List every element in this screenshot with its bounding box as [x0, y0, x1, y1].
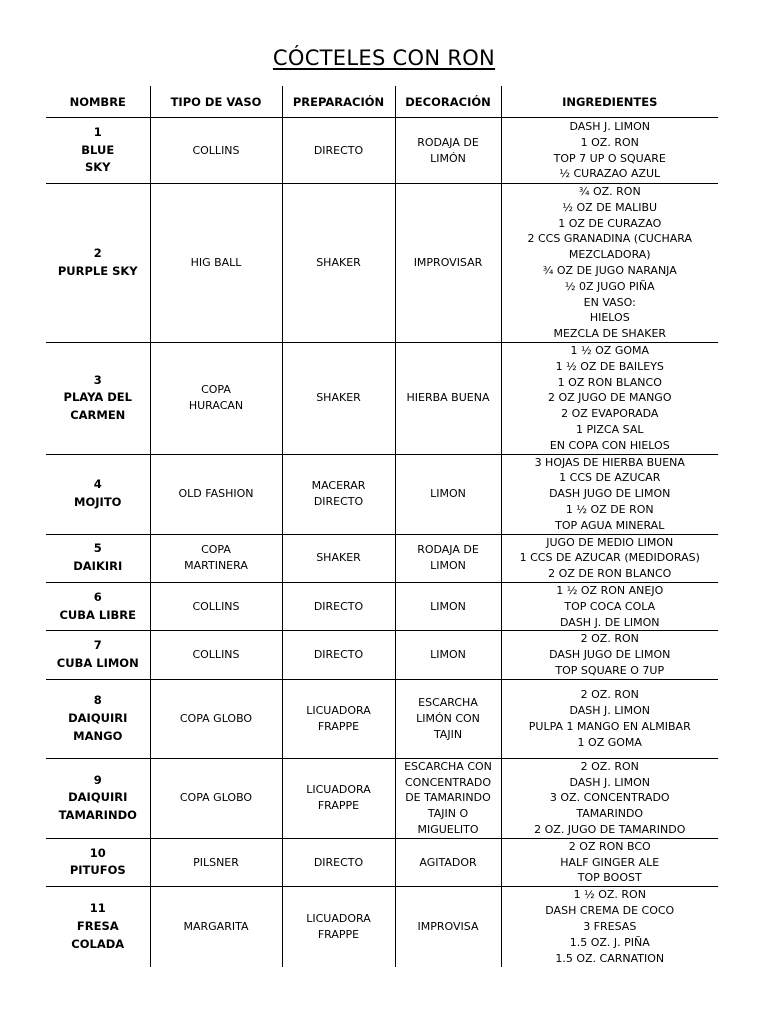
table-row	[46, 582, 718, 630]
cell-line: 2 OZ. RON	[580, 632, 639, 646]
cell-line: 3 OZ. CONCENTRADO	[549, 791, 670, 805]
cell-line: AGITADOR	[419, 855, 477, 869]
table-body	[46, 118, 718, 967]
cell-line: 1.5 OZ. J. PIÑA	[569, 935, 650, 949]
cell-line: MIGUELITO	[417, 822, 479, 836]
cell-line: 6	[93, 589, 102, 604]
cell-preparacion	[282, 631, 395, 679]
cell-line: MARGARITA	[183, 919, 249, 933]
cell-line: PURPLE SKY	[57, 263, 138, 278]
page-title: CÓCTELES CON RON	[272, 46, 496, 70]
cell-line: LIMÓN CON	[416, 711, 480, 725]
cell-nombre	[46, 887, 150, 967]
cell-line: SKY	[84, 160, 111, 175]
cell-line: FRAPPE	[317, 799, 360, 813]
cell-line: LIMON	[430, 487, 466, 501]
cell-decoracion	[395, 887, 501, 967]
cell-line: HURACAN	[188, 399, 244, 413]
cell-ingredientes	[501, 342, 718, 454]
cell-line: DIRECTO	[313, 648, 364, 662]
cell-line: LIMON	[430, 599, 466, 613]
cell-line: HALF GINGER ALE	[560, 855, 660, 869]
cell-line: FRESA	[76, 918, 119, 933]
table-row	[46, 631, 718, 679]
cell-line: COLLINS	[192, 143, 240, 157]
cell-line: MARTINERA	[184, 559, 248, 573]
cell-line: ¾ OZ. RON	[578, 185, 641, 198]
cell-preparacion	[282, 454, 395, 534]
cell-tipo-de-vaso	[150, 679, 282, 758]
cell-line: SHAKER	[316, 256, 361, 270]
cell-line: 2 OZ EVAPORADA	[561, 407, 659, 421]
cell-line: DAIKIRI	[73, 559, 123, 574]
cell-ingredientes	[501, 838, 718, 886]
cell-line: PULPA 1 MANGO EN ALMIBAR	[528, 719, 691, 733]
header-decoracion: DECORACIÓN	[395, 86, 501, 118]
table-row	[46, 679, 718, 758]
cell-nombre	[46, 118, 150, 184]
cell-line: MEZCLADORA)	[568, 248, 651, 262]
cell-line: HIERBA BUENA	[406, 391, 490, 405]
cell-tipo-de-vaso	[150, 758, 282, 838]
cell-nombre	[46, 184, 150, 343]
cell-line: COPA	[201, 383, 231, 397]
cell-tipo-de-vaso	[150, 184, 282, 343]
table-row	[46, 184, 718, 343]
cell-line: 4	[93, 477, 102, 492]
cell-line: BLUE	[81, 142, 115, 157]
cell-line: OLD FASHION	[178, 487, 254, 501]
cell-line: FRAPPE	[317, 719, 360, 733]
cell-line: COLADA	[71, 936, 125, 951]
cell-line: SHAKER	[316, 551, 361, 565]
cell-line: MACERAR	[311, 479, 366, 493]
cell-line: TAJIN	[433, 727, 463, 741]
cell-preparacion	[282, 887, 395, 967]
cell-line: LIMON	[430, 648, 466, 662]
cell-decoracion	[395, 838, 501, 886]
cell-line: PILSNER	[193, 855, 239, 869]
cell-line: 3	[93, 372, 102, 387]
cell-line: 1 OZ GOMA	[577, 735, 642, 749]
cell-line: TOP SQUARE O 7UP	[555, 663, 665, 677]
cell-tipo-de-vaso	[150, 631, 282, 679]
cell-ingredientes	[501, 454, 718, 534]
cell-line: LICUADORA	[306, 912, 371, 926]
cell-preparacion	[282, 838, 395, 886]
cell-preparacion	[282, 342, 395, 454]
cell-line: DIRECTO	[313, 855, 364, 869]
cell-nombre	[46, 758, 150, 838]
cell-line: ½ CURAZAO AZUL	[559, 167, 661, 181]
table-row	[46, 342, 718, 454]
cell-line: DIRECTO	[313, 599, 364, 613]
cell-line: DIRECTO	[313, 495, 364, 509]
cell-ingredientes	[501, 887, 718, 967]
cell-line: DASH J. LIMON	[569, 119, 651, 133]
cell-line: TAMARINDO	[576, 807, 644, 821]
cell-preparacion	[282, 758, 395, 838]
cell-preparacion	[282, 184, 395, 343]
cell-line: 2 OZ DE RON BLANCO	[548, 567, 672, 581]
cell-line: 1 ½ OZ DE BAILEYS	[555, 359, 664, 373]
table-row	[46, 758, 718, 838]
cell-decoracion	[395, 679, 501, 758]
cell-line: LICUADORA	[306, 703, 371, 717]
cell-line: 2	[93, 246, 102, 261]
cell-line: IMPROVISAR	[413, 256, 483, 270]
table-row	[46, 887, 718, 967]
cell-line: 1 PIZCA SAL	[576, 422, 644, 436]
cell-line: 2 OZ. JUGO DE TAMARINDO	[534, 822, 686, 836]
cell-tipo-de-vaso	[150, 534, 282, 582]
cell-nombre	[46, 534, 150, 582]
cell-line: DIRECTO	[313, 143, 364, 157]
header-tipo-de-vaso: TIPO DE VASO	[150, 86, 282, 118]
cell-tipo-de-vaso	[150, 342, 282, 454]
cell-line: DAIQUIRI	[68, 790, 128, 805]
cell-line: TOP 7 UP O SQUARE	[553, 151, 666, 165]
cell-line: 5	[93, 541, 102, 556]
cell-line: LIMÓN	[430, 151, 466, 165]
header-preparacion: PREPARACIÓN	[282, 86, 395, 118]
cell-line: 10	[89, 845, 106, 860]
cell-line: 1 CCS DE AZUCAR (MEDIDORAS)	[519, 551, 700, 565]
cell-line: 1 ½ OZ DE RON	[565, 502, 654, 516]
cell-line: SHAKER	[316, 391, 361, 405]
cell-line: CARMEN	[70, 408, 126, 423]
cell-line: 1 ½ OZ. RON	[573, 888, 646, 902]
cell-nombre	[46, 679, 150, 758]
cell-line: 7	[93, 638, 102, 653]
cell-tipo-de-vaso	[150, 887, 282, 967]
cell-ingredientes	[501, 631, 718, 679]
cell-line: 11	[89, 901, 106, 916]
cell-line: EN VASO:	[583, 295, 636, 309]
cell-preparacion	[282, 582, 395, 630]
cell-line: JUGO DE MEDIO LIMON	[546, 535, 674, 549]
cell-line: COPA GLOBO	[179, 711, 253, 725]
cell-decoracion	[395, 758, 501, 838]
header-nombre: NOMBRE	[46, 86, 150, 118]
cell-line: LIMON	[430, 559, 466, 573]
cell-line: CONCENTRADO	[405, 775, 491, 789]
cell-nombre	[46, 838, 150, 886]
cell-ingredientes	[501, 118, 718, 184]
cell-line: TOP AGUA MINERAL	[555, 518, 665, 532]
cell-line: DASH J. LIMON	[569, 703, 651, 717]
cell-preparacion	[282, 679, 395, 758]
cell-tipo-de-vaso	[150, 454, 282, 534]
cell-line: 1.5 OZ. CARNATION	[555, 951, 665, 965]
cell-line: 1 OZ DE CURAZAO	[558, 216, 662, 230]
cell-line: 2 OZ. RON	[580, 688, 639, 702]
cell-line: HIG BALL	[190, 256, 242, 270]
header-row	[46, 86, 718, 118]
cell-tipo-de-vaso	[150, 118, 282, 184]
cell-line: DASH J. LIMON	[569, 775, 651, 789]
cell-line: DAIQUIRI	[68, 710, 128, 725]
cell-line: 3 HOJAS DE HIERBA BUENA	[534, 455, 685, 469]
cell-line: EN COPA CON HIELOS	[549, 438, 670, 452]
cell-line: 2 CCS GRANADINA (CUCHARA	[527, 232, 693, 246]
cell-line: TAJIN O	[427, 807, 469, 821]
table-row	[46, 838, 718, 886]
table-row	[46, 118, 718, 184]
cell-line: PITUFOS	[69, 863, 126, 878]
cell-nombre	[46, 582, 150, 630]
cell-nombre	[46, 454, 150, 534]
cell-line: MANGO	[73, 728, 123, 743]
cell-line: 1	[93, 124, 102, 139]
cell-line: CUBA LIMON	[56, 656, 139, 671]
cell-ingredientes	[501, 582, 718, 630]
cell-decoracion	[395, 342, 501, 454]
cell-line: 1 CCS DE AZUCAR	[559, 471, 661, 485]
cell-line: COPA GLOBO	[179, 791, 253, 805]
cell-line: TOP BOOST	[577, 871, 642, 885]
cocktail-table	[46, 86, 718, 967]
cell-line: MOJITO	[74, 495, 122, 510]
cell-decoracion	[395, 534, 501, 582]
cell-nombre	[46, 342, 150, 454]
cell-ingredientes	[501, 534, 718, 582]
cell-line: RODAJA DE	[417, 135, 479, 149]
cell-line: ¾ OZ DE JUGO NARANJA	[542, 263, 677, 277]
cell-line: 2 OZ JUGO DE MANGO	[547, 391, 672, 405]
cell-line: 2 OZ. RON	[580, 759, 639, 773]
cell-line: CUBA LIBRE	[59, 607, 137, 622]
cell-line: COLLINS	[192, 599, 240, 613]
cell-line: ½ 0Z JUGO PIÑA	[564, 279, 655, 293]
cell-line: 1 OZ RON BLANCO	[557, 375, 662, 389]
cell-line: DASH JUGO DE LIMON	[549, 487, 671, 501]
cell-line: 1 OZ. RON	[580, 135, 639, 149]
cell-tipo-de-vaso	[150, 582, 282, 630]
cell-decoracion	[395, 454, 501, 534]
table-row	[46, 454, 718, 534]
cell-line: IMPROVISA	[417, 919, 479, 933]
cell-line: ESCARCHA	[418, 696, 478, 710]
table-row	[46, 534, 718, 582]
cell-decoracion	[395, 631, 501, 679]
cell-line: 3 FRESAS	[583, 919, 637, 933]
cell-line: PLAYA DEL	[63, 390, 132, 405]
cell-nombre	[46, 631, 150, 679]
cell-line: DASH CREMA DE COCO	[545, 904, 675, 918]
cell-line: RODAJA DE	[417, 543, 479, 557]
cell-line: LICUADORA	[306, 783, 371, 797]
cell-tipo-de-vaso	[150, 838, 282, 886]
cell-line: FRAPPE	[317, 927, 360, 941]
cell-decoracion	[395, 184, 501, 343]
cell-line: 2 OZ RON BCO	[568, 839, 651, 853]
cell-line: HIELOS	[589, 311, 630, 325]
cell-line: 1 ½ OZ GOMA	[570, 343, 650, 357]
cell-line: 8	[93, 693, 102, 708]
cell-ingredientes	[501, 758, 718, 838]
cell-line: DASH J. DE LIMON	[560, 615, 660, 629]
cell-decoracion	[395, 582, 501, 630]
cell-ingredientes	[501, 679, 718, 758]
cell-decoracion	[395, 118, 501, 184]
cell-line: COLLINS	[192, 648, 240, 662]
cell-line: MEZCLA DE SHAKER	[553, 327, 667, 341]
cell-line: TAMARINDO	[58, 808, 137, 823]
cell-line: TOP COCA COLA	[564, 599, 656, 613]
cell-ingredientes	[501, 184, 718, 343]
cell-line: ESCARCHA CON	[404, 759, 492, 773]
cell-line: 1 ½ OZ RON ANEJO	[556, 583, 664, 597]
cell-line: 9	[93, 772, 102, 787]
cell-line: COPA	[201, 543, 231, 557]
cell-line: ½ OZ DE MALIBU	[562, 200, 658, 214]
header-ingredientes: INGREDIENTES	[501, 86, 718, 118]
cell-line: DE TAMARINDO	[405, 791, 491, 805]
cell-line: DASH JUGO DE LIMON	[549, 648, 671, 662]
cell-preparacion	[282, 118, 395, 184]
cell-preparacion	[282, 534, 395, 582]
